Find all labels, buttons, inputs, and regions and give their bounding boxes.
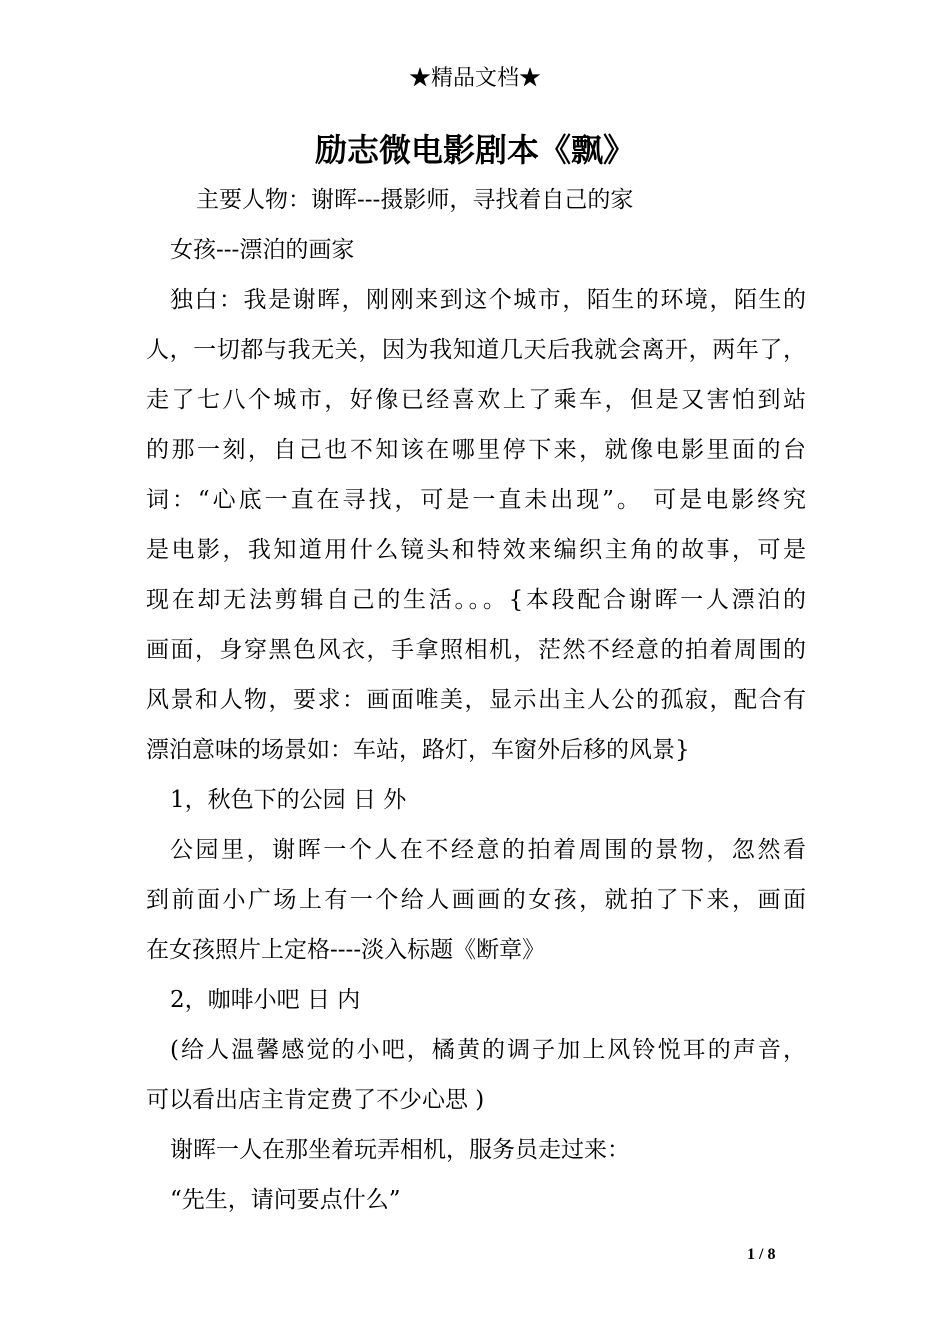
paragraph-line: 到前面小广场上有一个给人画画的女孩，就拍了下来，画面 <box>146 887 806 913</box>
paragraph-line: 独白：我是谢晖，刚刚来到这个城市，陌生的环境，陌生的 <box>170 287 806 313</box>
paragraph-line: 的那一刻，自己也不知该在哪里停下来，就像电影里面的台 <box>146 437 806 463</box>
paragraph-line: 词：“心底一直在寻找，可是一直未出现”。 可是电影终究 <box>146 487 806 513</box>
page-number: 1 / 8 <box>747 1246 776 1263</box>
paragraph-line: (给人温馨感觉的小吧，橘黄的调子加上风铃悦耳的声音， <box>170 1037 806 1063</box>
paragraph-line: 现在却无法剪辑自己的生活。。。{本段配合谢晖一人漂泊的 <box>146 587 806 613</box>
paragraph-line: 在女孩照片上定格----淡入标题《断章》 <box>146 937 546 963</box>
scene-heading: 1，秋色下的公园 日 外 <box>170 787 407 813</box>
paragraph-line: 人，一切都与我无关，因为我知道几天后我就会离开，两年了， <box>146 337 806 363</box>
paragraph-line: 风景和人物，要求：画面唯美，显示出主人公的孤寂，配合有 <box>146 687 806 713</box>
paragraph-line: 走了七八个城市，好像已经喜欢上了乘车，但是又害怕到站 <box>146 387 806 413</box>
paragraph-line: 主要人物：谢晖---摄影师，寻找着自己的家 <box>196 187 634 213</box>
document-title: 励志微电影剧本《飘》 <box>314 131 635 169</box>
dialogue-line: “先生，请问要点什么” <box>170 1187 401 1213</box>
document-header: ★精品文档★ <box>408 66 541 91</box>
paragraph-line: 是电影，我知道用什么镜头和特效来编织主角的故事，可是 <box>146 537 806 563</box>
paragraph-line: 画面，身穿黑色风衣，手拿照相机，茫然不经意的拍着周围的 <box>146 637 806 663</box>
paragraph-line: 女孩---漂泊的画家 <box>170 237 355 263</box>
paragraph-line: 可以看出店主肯定费了不少心思 ) <box>146 1087 485 1113</box>
paragraph-line: 谢晖一人在那坐着玩弄相机，服务员走过来： <box>170 1137 630 1163</box>
paragraph-line: 公园里，谢晖一个人在不经意的拍着周围的景物，忽然看 <box>170 837 806 863</box>
scene-heading: 2，咖啡小吧 日 内 <box>170 987 361 1013</box>
paragraph-line: 漂泊意味的场景如：车站，路灯，车窗外后移的风景} <box>146 737 690 763</box>
